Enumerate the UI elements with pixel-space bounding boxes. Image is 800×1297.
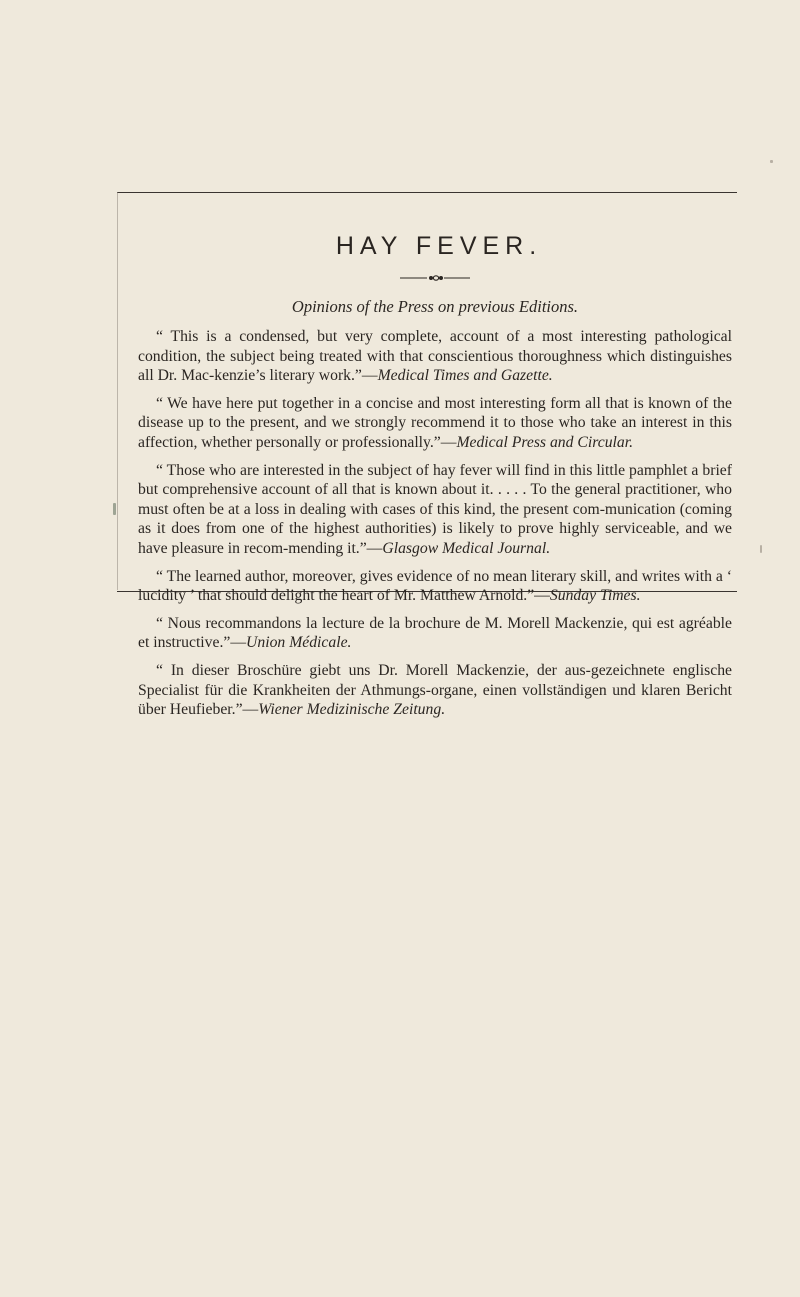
quote-text: “ Those who are interested in the subject of hay fever will find in this little pamphlet a brief but comprehensive account of all that is known about it. . . . . To the general practitioner, who must often be at a loss in dealing with cases of this kind, the present com-munication (coming as it does from one of the highest authorities) is likely to prove highly serviceable, and we have pleasure in recom-mending it.”— — [138, 461, 732, 557]
quote-source: Medical Times and Gazette. — [377, 367, 553, 385]
paper-speck — [113, 503, 116, 515]
press-quote — [138, 661, 732, 720]
quote-source: Glasgow Medical Journal. — [382, 539, 551, 557]
quote-text: “ Nous recommandons la lecture de la brochure de M. Morell Mackenzie, qui est agréable et instructive.”— — [138, 614, 732, 652]
divider-ornament — [138, 271, 732, 285]
quote-source: Union Médicale. — [246, 634, 352, 652]
quote-source: Wiener Medizinische Zeitung. — [258, 701, 446, 719]
quote-text: “ The learned author, moreover, gives evidence of no mean literary skill, and writes with a ‘ lucidity ’ that should delight the heart of Mr. Matthew Arnold.”— — [138, 567, 732, 605]
quote-text: “ We have here put together in a concise and most interesting form all that is known of the disease up to the present, and we strongly recommend it to those who take an interest in this affection, whether personally or professionally.”— — [138, 394, 732, 451]
quote-source: Sunday Times. — [549, 587, 641, 605]
frame-left-edge — [117, 192, 118, 590]
quote-text: “ In dieser Broschüre giebt uns Dr. Morell Mackenzie, der aus-gezeichnete englische Specialist für die Krankheiten der Athmungs-organe, einen vollständigen und klaren Bericht über Heufieber.”— — [138, 661, 732, 719]
quote-text: “ This is a condensed, but very complete, account of a most interesting pathological condition, the subject being treated with that conscientious thoroughness which distinguishes all Dr. Mac-kenzie’s literary work.”— — [138, 328, 732, 385]
press-quote — [138, 461, 732, 559]
press-quote — [138, 614, 732, 653]
page-subtitle: Opinions of the Press on previous Editions. — [291, 297, 579, 316]
paper-speck — [770, 160, 773, 163]
press-quote — [138, 327, 732, 386]
page-title: HAY FEVER. — [335, 232, 543, 260]
paper-speck — [760, 545, 762, 553]
press-quote — [138, 394, 732, 453]
press-quote — [138, 567, 732, 606]
divider-ornament-icon — [400, 273, 470, 283]
quote-source: Medical Press and Circular. — [456, 433, 634, 451]
page-content — [138, 232, 732, 728]
